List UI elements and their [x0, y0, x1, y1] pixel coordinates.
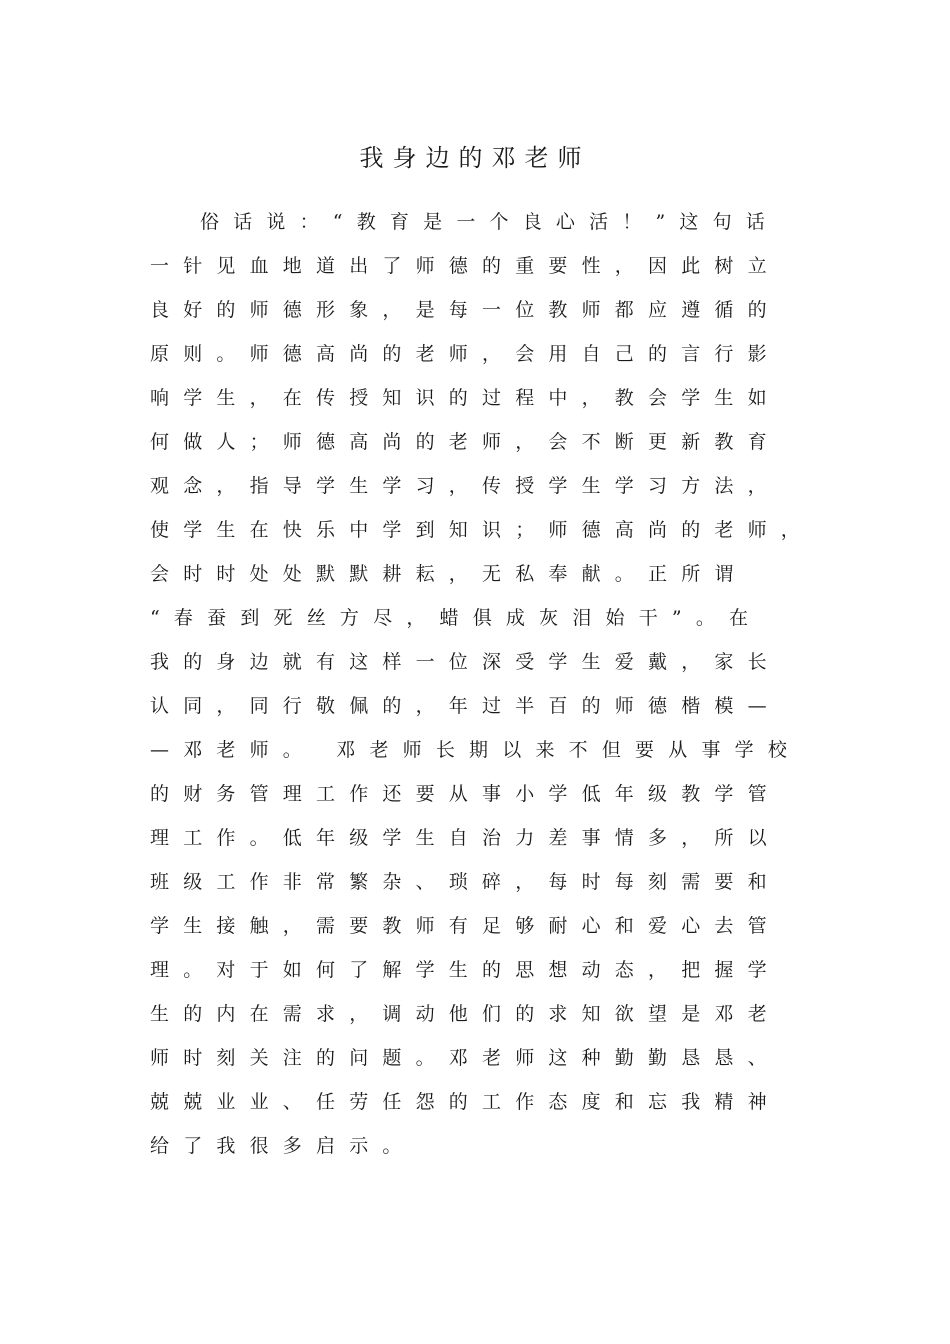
body-line: 的财务管理工作还要从事小学低年级教学管 [150, 783, 781, 805]
body-line: “春蚕到死丝方尽，蜡俱成灰泪始干”。在 [150, 607, 763, 629]
body-line: 会时时处处默默耕耘，无私奉献。正所谓 [150, 563, 748, 585]
body-line: 使学生在快乐中学到知识；师德高尚的老师， [150, 519, 815, 541]
body-line: 师时刻关注的问题。邓老师这种勤勤恳恳、 [150, 1047, 781, 1069]
body-line: —邓老师。 邓老师长期以来不但要从事学校 [150, 739, 802, 761]
body-line: 原则。师德高尚的老师，会用自己的言行影 [150, 343, 781, 365]
body-line: 兢兢业业、任劳任怨的工作态度和忘我精神 [150, 1091, 781, 1113]
body-line: 理工作。低年级学生自治力差事情多，所以 [150, 827, 781, 849]
body-line: 我的身边就有这样一位深受学生爱戴，家长 [150, 651, 781, 673]
body-line: 响学生，在传授知识的过程中，教会学生如 [150, 387, 781, 409]
body-line: 理。对于如何了解学生的思想动态，把握学 [150, 959, 781, 981]
body-line: 一针见血地道出了师德的重要性，因此树立 [150, 255, 781, 277]
body-line: 何做人；师德高尚的老师，会不断更新教育 [150, 431, 781, 453]
document-title: 我身边的邓老师 [359, 144, 591, 172]
body-line: 班级工作非常繁杂、琐碎，每时每刻需要和 [150, 871, 781, 893]
document-body [150, 204, 815, 1172]
body-line: 良好的师德形象，是每一位教师都应遵循的 [150, 299, 781, 321]
body-line: 观念，指导学生学习，传授学生学习方法， [150, 475, 781, 497]
body-line: 生的内在需求，调动他们的求知欲望是邓老 [150, 1003, 781, 1025]
body-line: 学生接触，需要教师有足够耐心和爱心去管 [150, 915, 781, 937]
body-line: 俗话说：“教育是一个良心活！”这句话 [200, 211, 780, 233]
body-line: 认同，同行敬佩的，年过半百的师德楷模— [150, 695, 781, 717]
body-line: 给了我很多启示。 [150, 1135, 416, 1157]
